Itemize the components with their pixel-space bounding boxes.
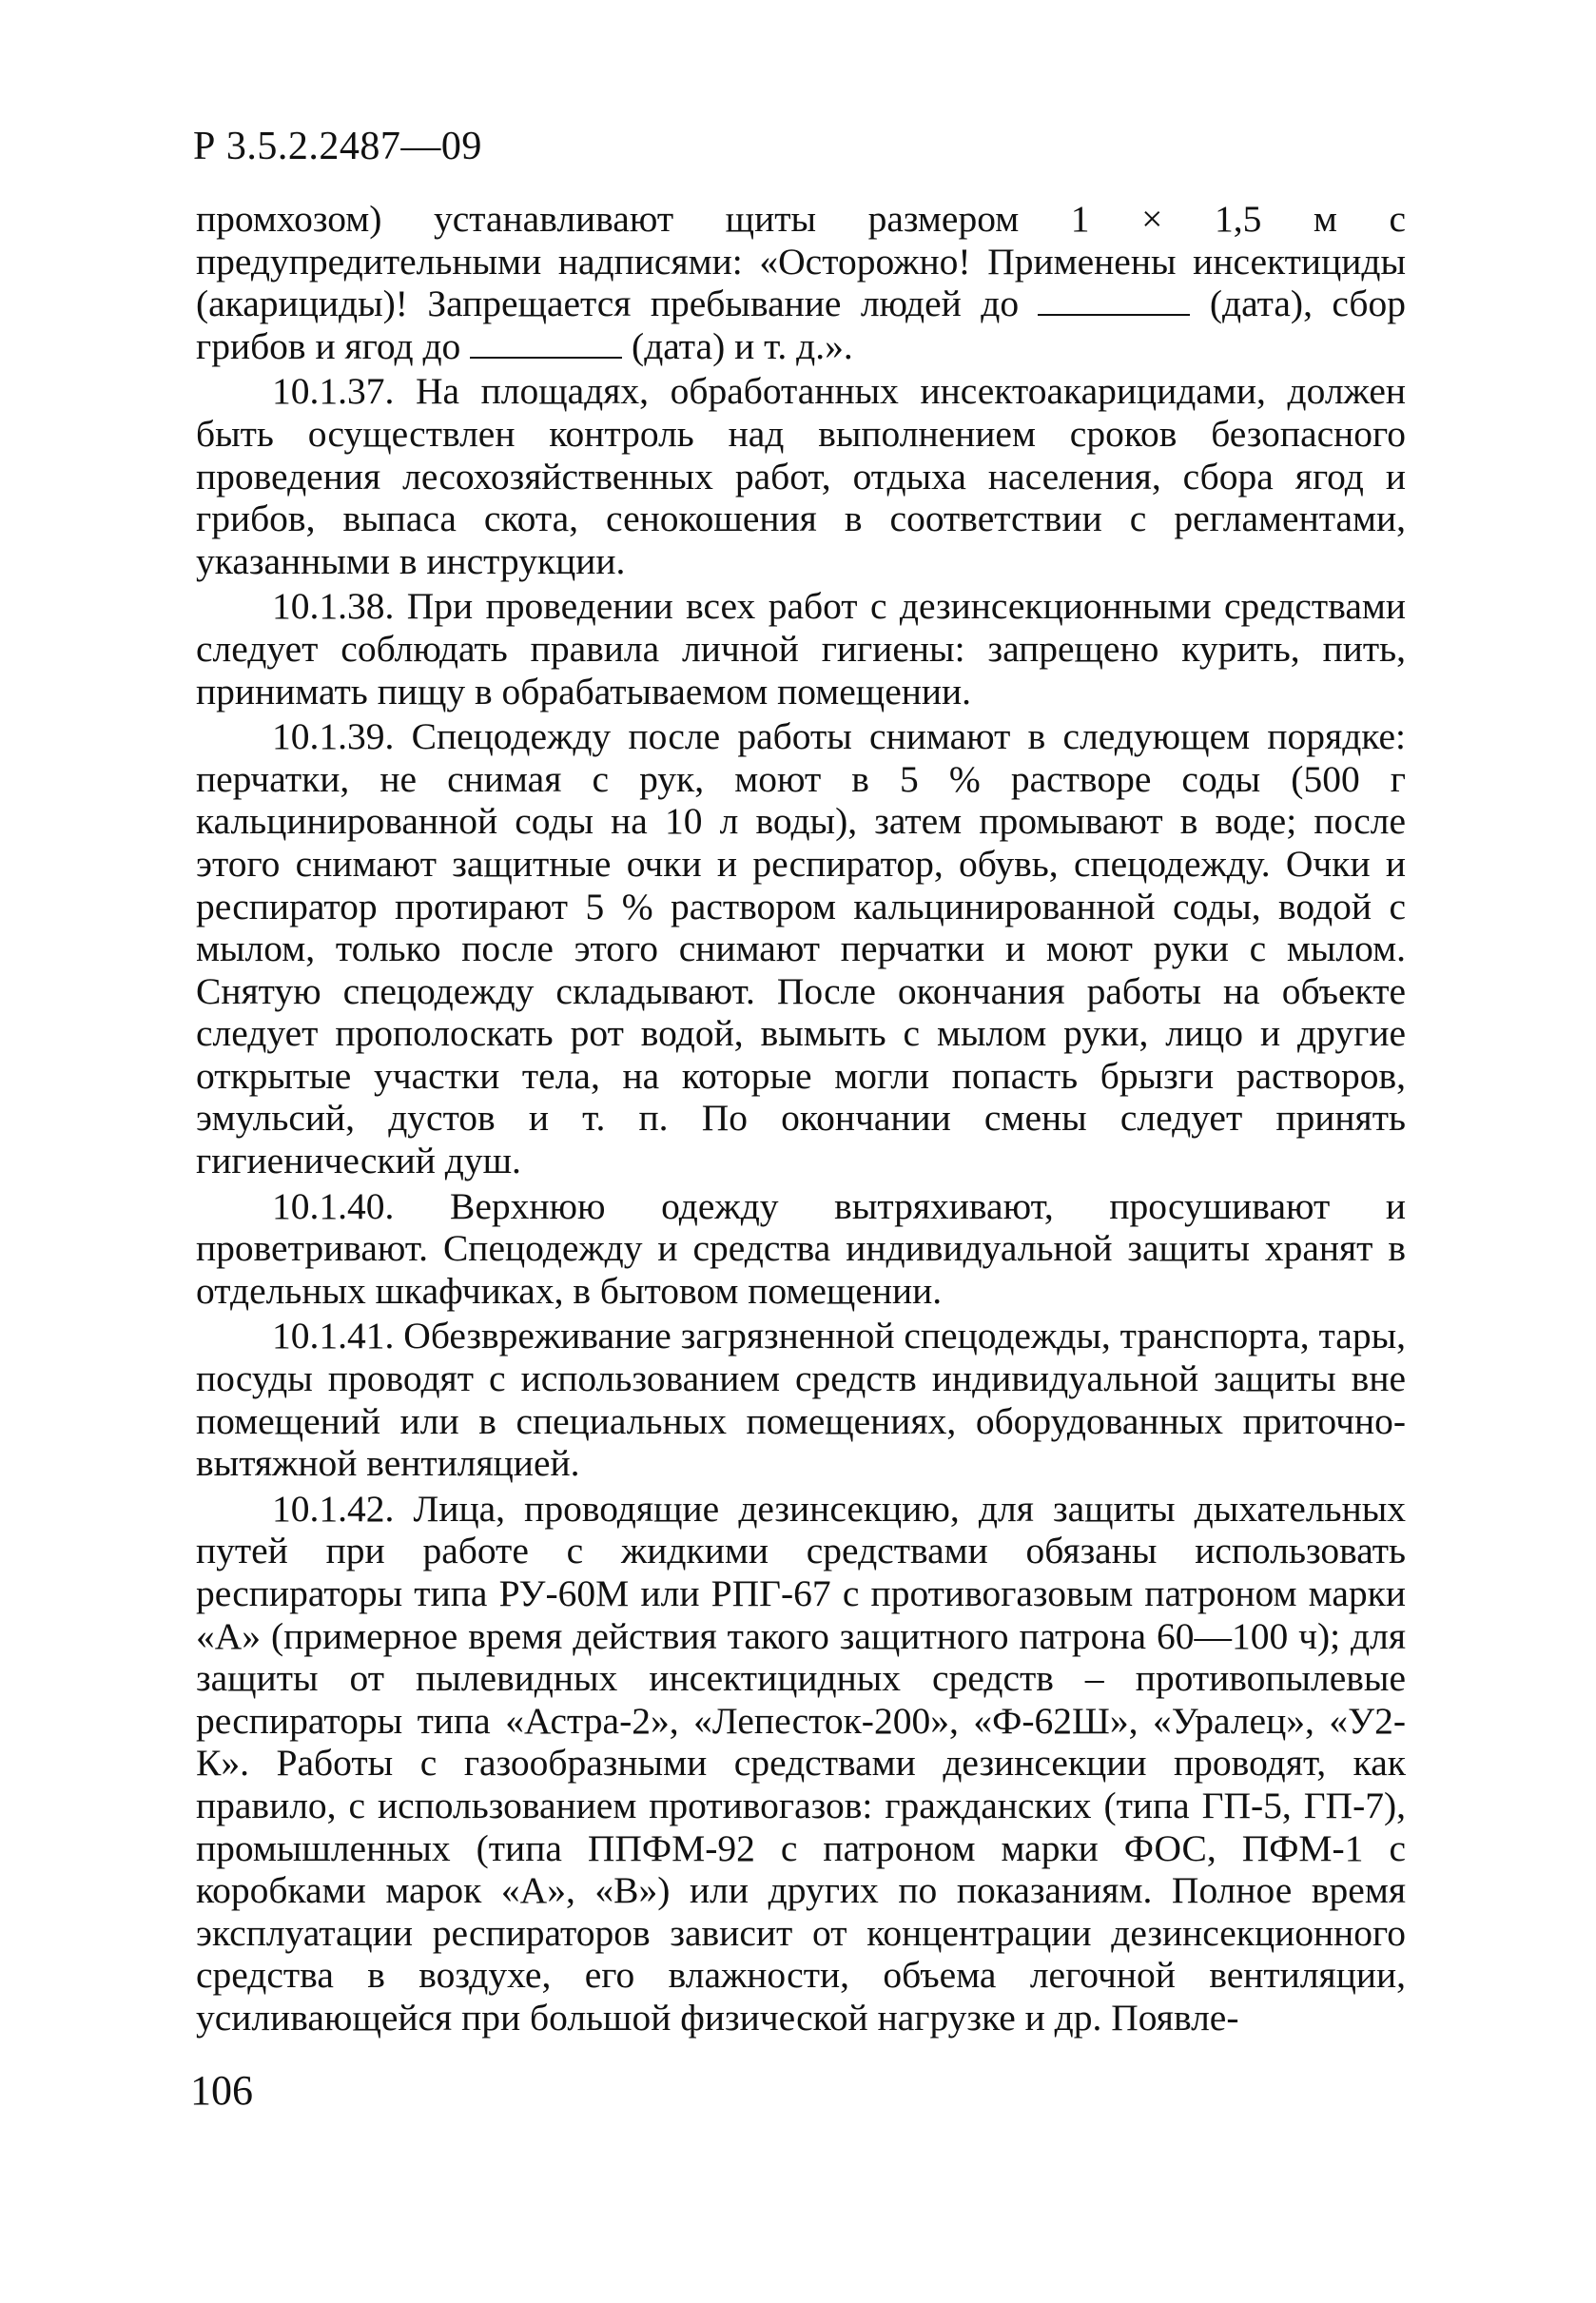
paragraph-10-1-40: 10.1.40. Верхнюю одежду вытряхивают, просушивают и проветривают. Спецодежду и средства индивидуальной защиты хранят в отдельных шкафчиках, в бытовом помещении. xyxy=(196,1184,1406,1312)
paragraph-10-1-41: 10.1.41. Обезвреживание загрязненной спецодежды, транспорта, тары, посуды проводят с использованием средств индивидуальной защиты вне помещений или в специальных помещениях, оборудованных приточно-вытяжной вентиляцией. xyxy=(196,1315,1406,1485)
blank-date-field xyxy=(470,328,622,359)
document-code-header: Р 3.5.2.2487—09 xyxy=(193,125,482,168)
paragraph-10-1-42: 10.1.42. Лица, проводящие дезинсекцию, для защиты дыхательных путей при работе с жидкими средствами обязаны использовать респираторы типа РУ-60М или РПГ-67 с противогазовым патроном марки «А» (примерное время действия такого защитного патрона 60—100 ч); для защиты от пылевидных инсектицидных средств – противопылевые респираторы типа «Астра-2», «Лепесток-200», «Ф-62Ш», «Уралец», «У2-К». Работы с газообразными средствами дезинсекции проводят, как правило, с использованием противогазов: гражданских (типа ГП-5, ГП-7), промышленных (типа ППФМ-92 с патроном марки ФОС, ПФМ-1 с коробками марок «А», «В») или других по показаниям. Полное время эксплуатации респираторов зависит от концентрации дезинсекционного средства в воздухе, его влажности, объема легочной вентиляции, усиливающейся при большой физической нагрузке и др. Появле- xyxy=(196,1487,1406,2039)
document-body xyxy=(196,198,1406,2042)
paragraph-text: промхозом) устанавливают щиты размером 1 × 1,5 м с предупредительными надписями: «Осторожно! Применены инсектициды (акарициды)! Запрещается пребывание людей до xyxy=(196,198,1406,325)
paragraph-text: (дата), сбор грибов и ягод до xyxy=(196,283,1406,367)
paragraph-10-1-39: 10.1.39. Спецодежду после работы снимают в следующем порядке: перчатки, не снимая с рук, моют в 5 % растворе соды (500 г кальцинированной соды на 10 л воды), затем промывают в воде; после этого снимают защитные очки и респиратор, обувь, спецодежду. Очки и респиратор протирают 5 % раствором кальцинированной соды, водой с мылом, только после этого снимают перчатки и моют руки с мылом. Снятую спецодежду складывают. После окончания работы на объекте следует прополоскать рот водой, вымыть с мылом руки, лицо и другие открытые участки тела, на которые могли попасть брызги растворов, эмульсий, дустов и т. п. По окончании смены следует принять гигиенический душ. xyxy=(196,715,1406,1182)
paragraph-continuation xyxy=(196,198,1406,367)
page-number: 106 xyxy=(190,2067,253,2114)
paragraph-10-1-37: 10.1.37. На площадях, обработанных инсектоакарицидами, должен быть осуществлен контроль над выполнением сроков безопасного проведения лесохозяйственных работ, отдыха населения, сбора ягод и грибов, выпаса скота, сенокошения в соответствии с регламентами, указанными в инструкции. xyxy=(196,370,1406,582)
paragraph-text: (дата) и т. д.». xyxy=(622,324,853,367)
blank-date-field xyxy=(1038,285,1190,316)
paragraph-10-1-38: 10.1.38. При проведении всех работ с дезинсекционными средствами следует соблюдать правила личной гигиены: запрещено курить, пить, принимать пищу в обрабатываемом помещении. xyxy=(196,585,1406,712)
